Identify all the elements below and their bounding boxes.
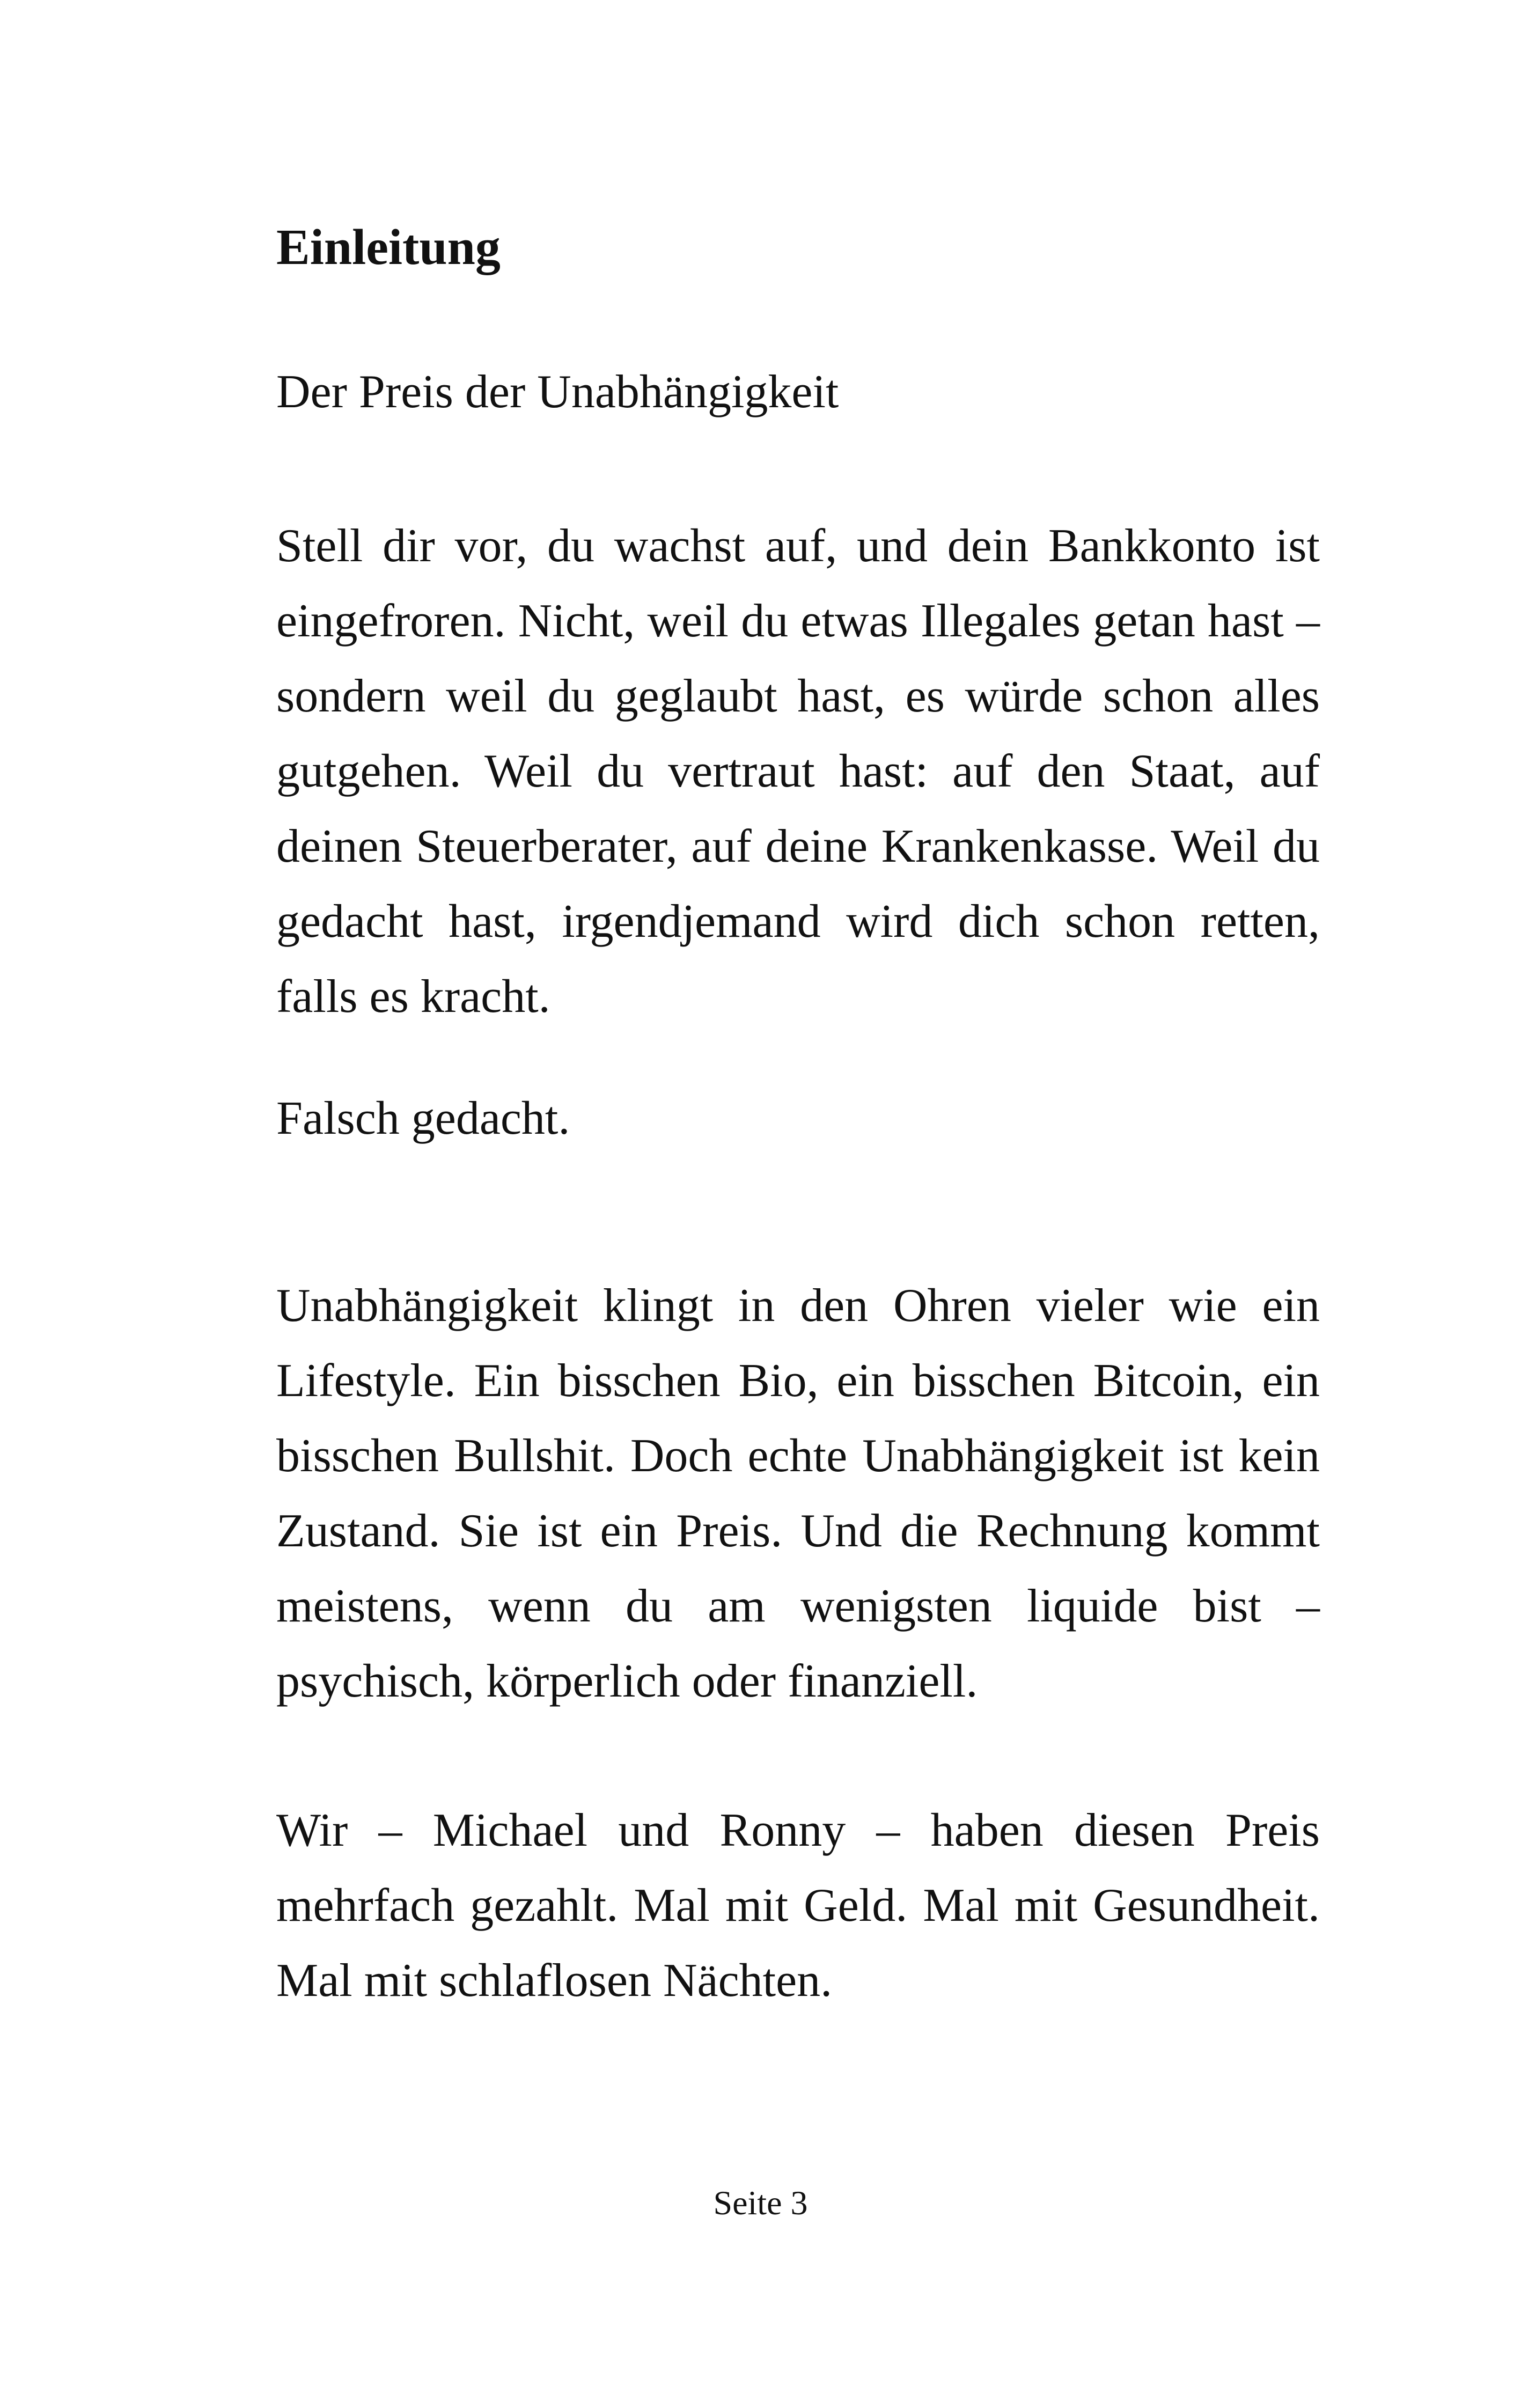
chapter-heading: Einleitung [276,219,501,275]
chapter-subtitle: Der Preis der Unabhängigkeit [276,366,839,418]
page-number: Seite 3 [713,2184,808,2222]
paragraph-4: Wir – Michael und Ronny – haben diesen Preis mehrfach gezahlt. Mal mit Geld. Mal mit Gesundheit. Mal mit schlaflosen Nächten. [276,1804,1320,2007]
paragraph-2: Falsch gedacht. [276,1092,570,1144]
paragraph-1: Stell dir vor, du wachst auf, und dein Bankkonto ist eingefroren. Nicht, weil du etwas Illegales getan hast – sondern weil du geglaubt hast, es würde schon alles gutgehen. Weil du vertraut hast: auf den Staat, auf deinen Steuerberater, auf deine Krankenkasse. Weil du gedacht hast, irgendjemand wird dich schon retten, falls es kracht. [276,520,1320,1023]
paragraph-3: Unabhängigkeit klingt in den Ohren vieler wie ein Lifestyle. Ein bisschen Bio, ein bisschen Bitcoin, ein bisschen Bullshit. Doch echte Unabhängigkeit ist kein Zustand. Sie ist ein Preis. Und die Rechnung kommt meistens, wenn du am wenigsten liquide bist – psychisch, körperlich oder finanziell. [276,1280,1320,1707]
